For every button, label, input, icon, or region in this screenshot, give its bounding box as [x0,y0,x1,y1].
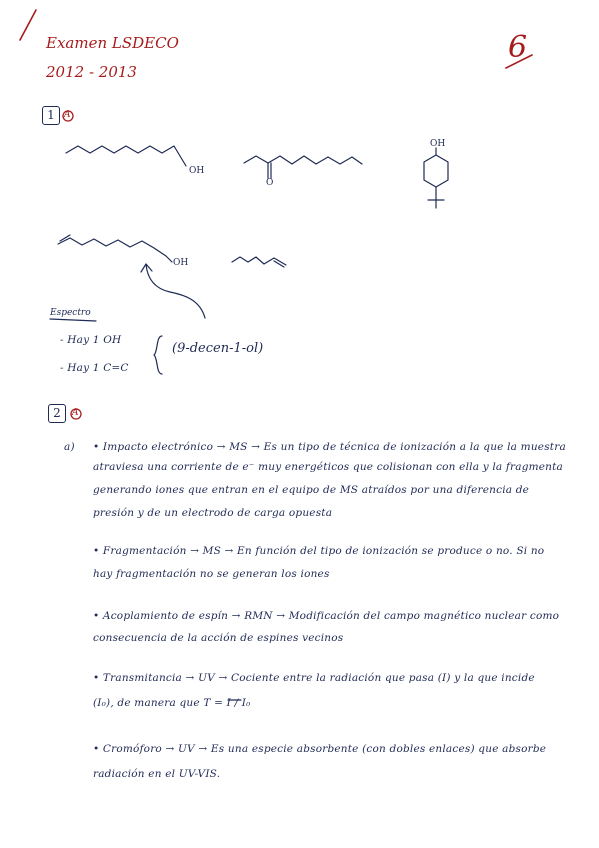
exam-title: Examen LSDECO [46,34,179,52]
grade-mark: 6 [508,30,528,65]
item1-line2: atraviesa una corriente de e⁻ muy energéticos que colisionan con ella y la fragmenta [93,461,564,473]
item5-line1: • Cromóforo → UV → Es una especie absorbente (con dobles enlaces) que absorbe [93,743,547,755]
ketone-chain [244,156,362,164]
question-2-letter: A [72,408,79,418]
item3-line1: • Acoplamiento de espín → RMN → Modificación del campo magnético nuclear como [93,610,560,622]
curved-arrow [146,264,205,318]
decanol-chain [66,146,186,166]
item1-line4: presión y de un electrodo de carga opuesta [93,507,333,519]
oh-label-decenol: OH [173,258,189,268]
spectrum-underline [50,319,96,321]
oh-label-ring: OH [430,139,446,149]
corner-mark [20,10,36,40]
item5-line2: radiación en el UV-VIS. [93,768,221,780]
part-a-label: a) [64,441,75,453]
decenol-chain [58,238,172,262]
ether-fragment [232,257,286,267]
spectrum-line-cc: - Hay 1 C=C [60,362,129,374]
item4-line2: (I₀), de manera que T = I / I₀ [93,697,251,709]
ketone-double-bond [268,163,271,178]
question-1-letter: A [64,110,71,120]
item1-line1: • Impacto electrónico → MS → Es un tipo de técnica de ionización a la que la muestra [93,441,566,453]
question-1-box: 1 [42,106,60,125]
tert-butyl [428,187,444,208]
brace [154,336,162,374]
question-2-box: 2 [48,404,66,423]
item2-line2: hay fragmentación no se generan los iones [93,568,330,580]
ketone-o-label: O [266,178,274,188]
exam-year: 2012 - 2013 [46,63,137,81]
oh-label-decanol: OH [189,166,205,176]
spectrum-title: Espectro [50,308,91,318]
item1-line3: generando iones que entran en el equipo de MS atraídos por una diferencia de [93,484,530,496]
spectrum-line-oh: - Hay 1 OH [60,334,122,346]
cyclohexane-ring [424,155,448,187]
item4-line1: • Transmitancia → UV → Cociente entre la radiación que pasa (I) y la que incide [93,672,535,684]
item3-line2: consecuencia de la acción de espines vecinos [93,632,344,644]
item2-line1: • Fragmentación → MS → En función del tipo de ionización se produce o no. Si no [93,545,545,557]
answer-name: (9-decen-1-ol) [172,341,264,356]
